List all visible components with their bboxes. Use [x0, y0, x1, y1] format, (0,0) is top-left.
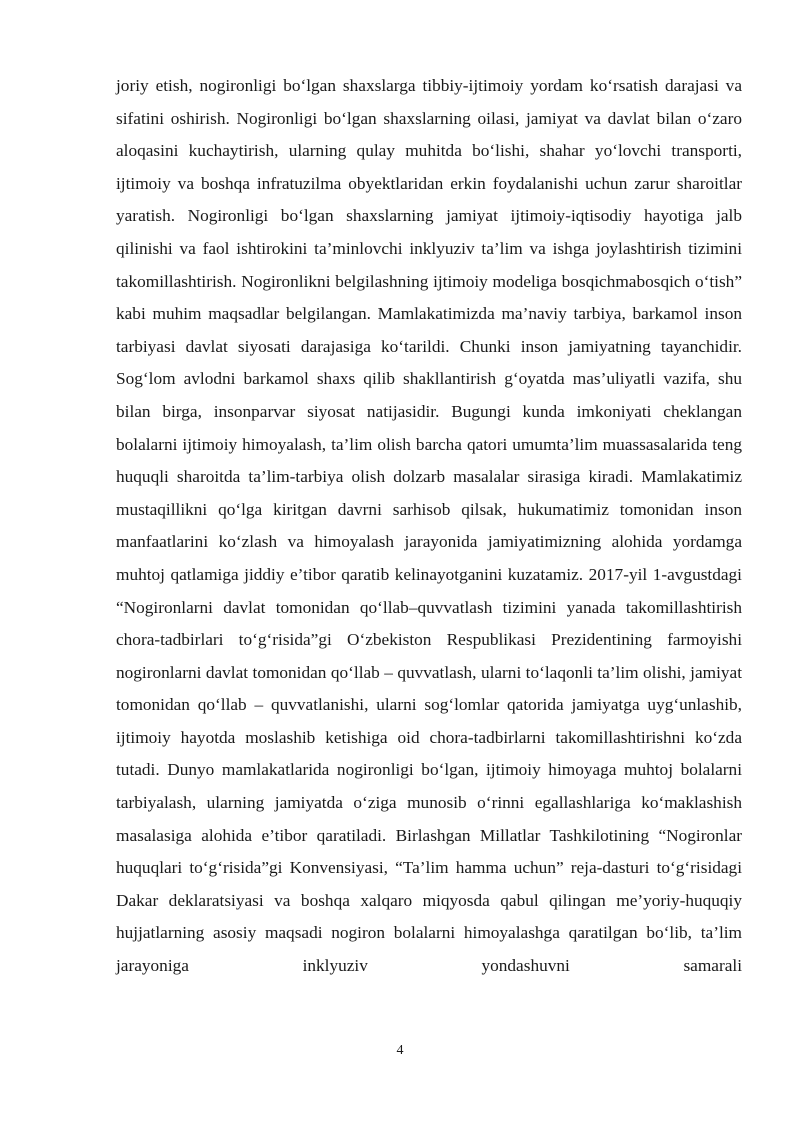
body-paragraph: joriy etish, nogironligi bo‘lgan shaxslarga tibbiy-ijtimoiy yordam ko‘rsatish darajasi va sifatini oshirish. Nogironligi bo‘lgan shaxslarning oilasi, jamiyat va davlat bilan o‘zaro aloqasini kuchaytirish, ularning qulay muhitda bo‘lishi, shahar yo‘lovchi transporti, ijtimoiy va boshqa infratuzilma obyektlaridan erkin foydalanishi uchun zarur sharoitlar yaratish. Nogironligi bo‘lgan shaxslarning jamiyat ijtimoiy-iqtisodiy hayotiga jalb qilinishi va faol ishtirokini ta’minlovchi inklyuziv ta’lim va ishga joylashtirish tizimini takomillashtirish. Nogironlikni belgilashning ijtimoiy modeliga bosqichmabosqich o‘tish” kabi muhim maqsadlar belgilangan. Mamlakatimizda ma’naviy tarbiya, barkamol inson tarbiyasi davlat siyosati darajasiga ko‘tarildi. Chunki inson jamiyatning tayanchidir. Sog‘lom avlodni barkamol shaxs qilib shakllantirish g‘oyatda mas’uliyatli vazifa, shu bilan birga, insonparvar siyosat natijasidir. Bugungi kunda imkoniyati cheklangan bolalarni ijtimoiy himoyalash, ta’lim olish barcha qatori umumta’lim muassasalarida teng huquqli sharoitda ta’lim-tarbiya olish dolzarb masalalar sirasiga kiradi. Mamlakatimiz mustaqillikni qo‘lga kiritgan davrni sarhisob qilsak, hukumatimiz tomonidan inson manfaatlarini ko‘zlash va himoyalash jarayonida jamiyatimizning alohida yordamga muhtoj qatlamiga jiddiy e’tibor qaratib kelinayotganini kuzatamiz. 2017-yil 1-avgustdagi “Nogironlarni davlat tomonidan qo‘llab–quvvatlash tizimini yanada takomillashtirish chora-tadbirlari to‘g‘risida”gi O‘zbekiston Respublikasi Prezidentining farmoyishi nogironlarni davlat tomonidan qo‘llab – quvvatlash, ularni to‘laqonli ta’lim olishi, jamiyat tomonidan qo‘llab – quvvatlanishi, ularni sog‘lomlar qatorida jamiyatga uyg‘unlashib, ijtimoiy hayotda moslashib ketishiga oid chora-tadbirlarni takomillashtirishni ko‘zda tutadi. Dunyo mamlakatlarida nogironligi bo‘lgan, ijtimoiy himoyaga muhtoj bolalarni tarbiyalash, ularning jamiyatda o‘ziga munosib o‘rinni egallashlariga ko‘maklashish masalasiga alohida e’tibor qaratiladi. Birlashgan Millatlar Tashkilotining “Nogironlar huquqlari to‘g‘risida”gi Konvensiyasi, “Ta’lim hamma uchun” reja-dasturi to‘g‘risidagi Dakar deklaratsiyasi va boshqa xalqaro miqyosda qabul qilingan me’yoriy-huquqiy hujjatlarning asosiy maqsadi nogiron bolalarni himoyalashga qaratilgan bo‘lib, ta’lim jarayoniga inklyuziv yondashuvni samarali: [116, 76, 742, 976]
page-number: 4: [396, 1043, 404, 1058]
